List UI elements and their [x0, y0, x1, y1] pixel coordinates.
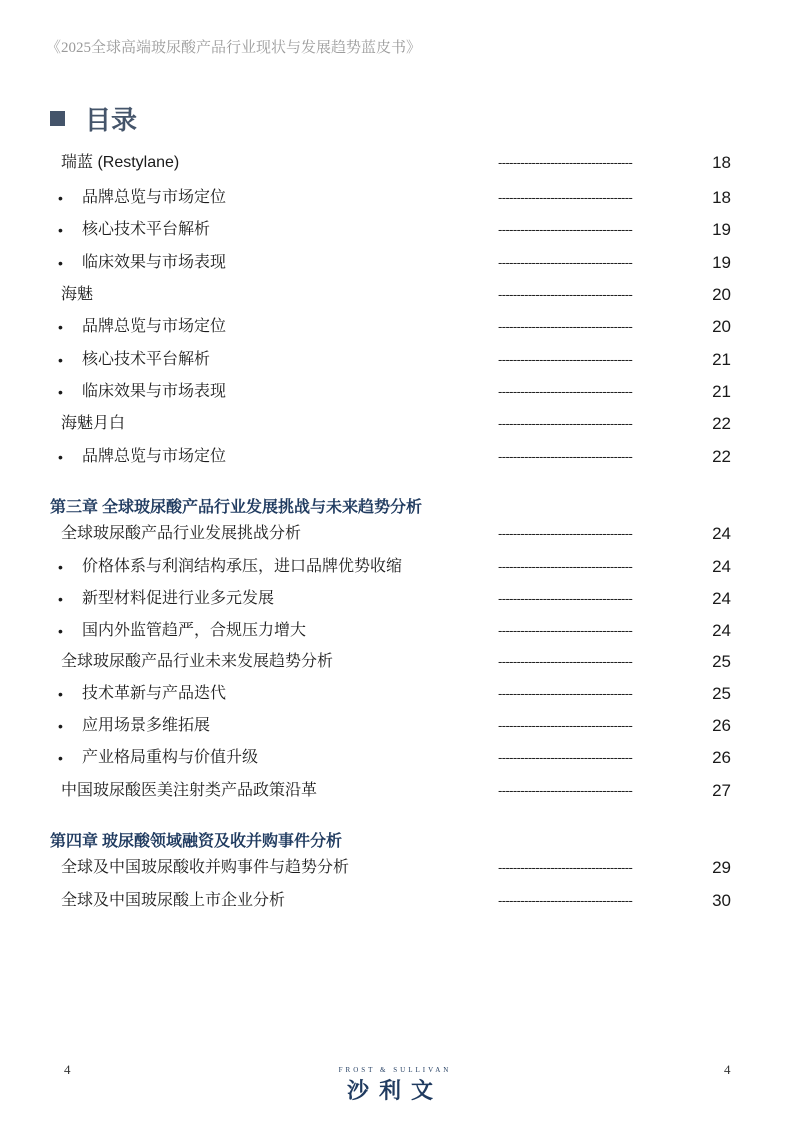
toc-entry-label: 全球及中国玻尿酸收并购事件与趋势分析 [61, 859, 350, 876]
toc-entry[interactable] [0, 682, 790, 706]
toc-entry-label: 价格体系与利润结构承压，进口品牌优势收缩 [82, 558, 403, 575]
leader-dots: ------------------------------------ [498, 893, 633, 908]
toc-entry-label: 品牌总览与市场定位 [82, 189, 227, 206]
toc-entry[interactable] [0, 218, 790, 242]
leader-dots: ------------------------------------ [498, 352, 633, 367]
leader-dots: ------------------------------------ [498, 287, 633, 302]
toc-entry-page: 20 [712, 285, 731, 304]
toc-entry-label: 品牌总览与市场定位 [82, 448, 227, 465]
toc-entry[interactable] [0, 283, 790, 307]
toc-entry[interactable] [0, 714, 790, 738]
toc-entry-page: 24 [712, 621, 731, 640]
bullet-icon: • [58, 686, 63, 702]
leader-dots: ------------------------------------ [498, 654, 633, 669]
square-bullet-icon [50, 111, 65, 126]
toc-entry[interactable] [0, 619, 790, 643]
toc-entry-page: 19 [712, 253, 731, 272]
bullet-icon: • [58, 319, 63, 335]
bullet-icon: • [58, 352, 63, 368]
document-header-title: 《2025全球高端玻尿酸产品行业现状与发展趋势蓝皮书》 [46, 40, 422, 56]
toc-entry-label: 中国玻尿酸医美注射类产品政策沿革 [61, 782, 318, 799]
toc-entry[interactable] [0, 251, 790, 275]
bullet-icon: • [58, 384, 63, 400]
bullet-icon: • [58, 559, 63, 575]
toc-entry[interactable] [0, 522, 790, 546]
toc-entry[interactable] [0, 445, 790, 469]
toc-entry-page: 20 [712, 317, 731, 336]
toc-entry-label: 海魅月白 [61, 415, 126, 432]
bullet-icon: • [58, 718, 63, 734]
toc-entry-page: 27 [712, 781, 731, 800]
toc-entry-page: 25 [712, 652, 731, 671]
frost-sullivan-logo [332, 1066, 458, 1105]
toc-entry-page: 26 [712, 748, 731, 767]
toc-entry-page: 25 [712, 684, 731, 703]
toc-title-text: 目录 [85, 106, 138, 135]
leader-dots: ------------------------------------ [498, 718, 633, 733]
chapter-heading[interactable]: 第四章 玻尿酸领域融资及收并购事件分析 [50, 833, 343, 850]
toc-entry[interactable] [0, 151, 790, 175]
leader-dots: ------------------------------------ [498, 319, 633, 334]
toc-entry-label: 国内外监管趋严，合规压力增大 [82, 622, 307, 639]
leader-dots: ------------------------------------ [498, 255, 633, 270]
toc-entry-label: 新型材料促进行业多元发展 [82, 590, 275, 607]
toc-entry-page: 24 [712, 557, 731, 576]
toc-entry-label: 技术革新与产品迭代 [82, 685, 227, 702]
leader-dots: ------------------------------------ [498, 783, 633, 798]
page-number-left: 4 [64, 1062, 71, 1077]
toc-entry[interactable] [0, 889, 790, 913]
toc-entry[interactable] [0, 186, 790, 210]
toc-entry[interactable] [0, 555, 790, 579]
toc-title [50, 100, 137, 137]
leader-dots: ------------------------------------ [498, 559, 633, 574]
logo-english-text: FROST & SULLIVAN [338, 1066, 452, 1074]
leader-dots: ------------------------------------ [498, 860, 633, 875]
leader-dots: ------------------------------------ [498, 449, 633, 464]
leader-dots: ------------------------------------ [498, 222, 633, 237]
page-number-right: 4 [724, 1062, 731, 1077]
toc-entry[interactable] [0, 380, 790, 404]
toc-entry[interactable] [0, 650, 790, 674]
toc-entry-label: 核心技术平台解析 [82, 221, 211, 238]
toc-entry-page: 19 [712, 220, 731, 239]
leader-dots: ------------------------------------ [498, 190, 633, 205]
bullet-icon: • [58, 190, 63, 206]
toc-entry-page: 21 [712, 350, 731, 369]
leader-dots: ------------------------------------ [498, 750, 633, 765]
bullet-icon: • [58, 750, 63, 766]
toc-entry-page: 18 [712, 153, 731, 172]
leader-dots: ------------------------------------ [498, 591, 633, 606]
toc-entry-page: 18 [712, 188, 731, 207]
toc-entry-label: 临床效果与市场表现 [82, 254, 227, 271]
toc-entry-label: 产业格局重构与价值升级 [82, 749, 259, 766]
toc-entry-label: 海魅 [61, 286, 94, 303]
toc-entry[interactable] [0, 856, 790, 880]
logo-chinese-text: 沙利文 [346, 1079, 443, 1104]
toc-entry-page: 24 [712, 589, 731, 608]
toc-entry-page: 21 [712, 382, 731, 401]
leader-dots: ------------------------------------ [498, 686, 633, 701]
bullet-icon: • [58, 222, 63, 238]
toc-entry-page: 26 [712, 716, 731, 735]
toc-entry-label: 瑞蓝 (Restylane) [61, 154, 180, 171]
toc-entry-label: 品牌总览与市场定位 [82, 318, 227, 335]
toc-entry-label: 核心技术平台解析 [82, 351, 211, 368]
toc-entry[interactable] [0, 315, 790, 339]
toc-entry-page: 22 [712, 414, 731, 433]
toc-entry[interactable] [0, 779, 790, 803]
toc-entry[interactable] [0, 412, 790, 436]
toc-entry-label: 全球及中国玻尿酸上市企业分析 [61, 892, 286, 909]
leader-dots: ------------------------------------ [498, 526, 633, 541]
bullet-icon: • [58, 449, 63, 465]
leader-dots: ------------------------------------ [498, 155, 633, 170]
leader-dots: ------------------------------------ [498, 623, 633, 638]
toc-entry-label: 临床效果与市场表现 [82, 383, 227, 400]
toc-entry-label: 全球玻尿酸产品行业未来发展趋势分析 [61, 653, 334, 670]
chapter-heading[interactable]: 第三章 全球玻尿酸产品行业发展挑战与未来趋势分析 [50, 499, 423, 516]
toc-entry-label: 应用场景多维拓展 [82, 717, 211, 734]
toc-entry[interactable] [0, 746, 790, 770]
bullet-icon: • [58, 623, 63, 639]
toc-entry-page: 29 [712, 858, 731, 877]
toc-entry-page: 22 [712, 447, 731, 466]
toc-entry-page: 30 [712, 891, 731, 910]
toc-entry[interactable] [0, 587, 790, 611]
bullet-icon: • [58, 591, 63, 607]
toc-entry-page: 24 [712, 524, 731, 543]
toc-entry[interactable] [0, 348, 790, 372]
leader-dots: ------------------------------------ [498, 416, 633, 431]
bullet-icon: • [58, 255, 63, 271]
toc-entry-label: 全球玻尿酸产品行业发展挑战分析 [61, 525, 302, 542]
leader-dots: ------------------------------------ [498, 384, 633, 399]
